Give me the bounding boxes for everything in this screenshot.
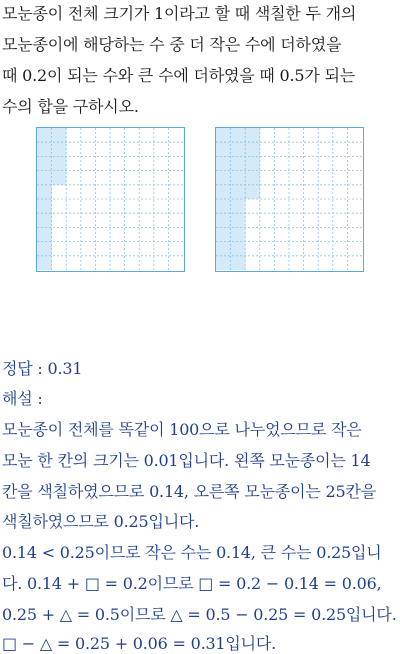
- right-grid-shaded-cell: [216, 185, 231, 200]
- right-grid-shaded-cell: [231, 142, 246, 157]
- question-line-4: 수의 합을 구하시오.: [2, 97, 139, 116]
- left-grid-shaded-cell: [37, 242, 52, 257]
- explanation-line-5: 0.14 < 0.25이므로 작은 수는 0.14, 큰 수는 0.25입니: [2, 543, 382, 562]
- right-grid-shaded-cell: [216, 199, 231, 214]
- explanation-line-1: 모눈종이 전체를 똑같이 100으로 나누었으므로 작은: [2, 420, 362, 439]
- right-grid-shaded-cell: [231, 185, 246, 200]
- right-grid-shaded-cell: [216, 242, 231, 257]
- answer-label: 정답: [2, 359, 33, 378]
- right-grid-shaded-cell: [231, 256, 246, 270]
- left-grid-figure: [36, 127, 185, 272]
- left-grid-svg: [37, 128, 183, 270]
- left-grid-shaded-cell: [37, 171, 52, 186]
- explanation-line-8: □ − △ = 0.25 + 0.06 = 0.31입니다.: [2, 634, 277, 653]
- explanation-line-7: 0.25 + △ = 0.5이므로 △ = 0.5 − 0.25 = 0.25입니다.: [2, 605, 397, 624]
- left-grid-shaded-cell: [52, 156, 67, 171]
- answer-separator: :: [32, 359, 48, 378]
- right-grid-shaded-cell: [231, 242, 246, 257]
- explanation-line-6: 다. 0.14 + □ = 0.2이므로 □ = 0.2 − 0.14 = 0.06,: [2, 574, 382, 593]
- left-grid-shaded-cell: [37, 227, 52, 242]
- right-grid-shaded-cell: [231, 171, 246, 186]
- right-grid-shaded-cell: [216, 142, 231, 157]
- answer-line: [2, 359, 82, 379]
- right-grid-shaded-cell: [231, 199, 246, 214]
- right-grid-shaded-cell: [231, 128, 246, 143]
- left-grid-shaded-cell: [52, 171, 67, 186]
- left-grid-shaded-cell: [52, 128, 67, 143]
- right-grid-shaded-cell: [245, 156, 260, 171]
- left-grid-shaded-cell: [37, 128, 52, 143]
- left-grid-shaded-cell: [37, 142, 52, 157]
- right-grid-shaded-cell: [245, 171, 260, 186]
- right-grid-shaded-cell: [245, 185, 260, 200]
- right-grid-shaded-cell: [231, 227, 246, 242]
- right-grid-shaded-cell: [245, 142, 260, 157]
- explanation-line-4: 색칠하였으므로 0.25입니다.: [2, 512, 200, 531]
- left-grid-shaded-cell: [52, 142, 67, 157]
- right-grid-svg: [216, 128, 362, 270]
- question-line-1: 모눈종이 전체 크기가 1이라고 할 때 색칠한 두 개의: [2, 4, 357, 23]
- right-grid-shaded-cell: [216, 213, 231, 228]
- left-grid-shaded-cell: [37, 185, 52, 200]
- right-grid-shaded-cell: [245, 128, 260, 143]
- left-grid-shaded-cell: [37, 256, 52, 270]
- question-line-2: 모눈종이에 해당하는 수 중 더 작은 수에 더하였을: [2, 35, 342, 54]
- left-grid-shaded-cell: [37, 199, 52, 214]
- explanation-line-3: 칸을 색칠하였으므로 0.14, 오른쪽 모눈종이는 25칸을: [2, 482, 376, 501]
- explanation-label: 해설 :: [2, 389, 43, 408]
- left-grid-shaded-cell: [37, 156, 52, 171]
- right-grid-figure: [215, 127, 364, 272]
- question-line-3: 때 0.2이 되는 수와 큰 수에 더하였을 때 0.5가 되는: [2, 66, 356, 85]
- right-grid-shaded-cell: [216, 156, 231, 171]
- right-grid-shaded-cell: [231, 156, 246, 171]
- right-grid-shaded-cell: [231, 213, 246, 228]
- answer-value: 0.31: [47, 359, 83, 378]
- right-grid-shaded-cell: [216, 227, 231, 242]
- right-grid-shaded-cell: [216, 171, 231, 186]
- right-grid-shaded-cell: [216, 256, 231, 270]
- right-grid-shaded-cell: [216, 128, 231, 143]
- explanation-line-2: 모눈 한 칸의 크기는 0.01입니다. 왼쪽 모눈종이는 14: [2, 451, 371, 470]
- left-grid-shaded-cell: [37, 213, 52, 228]
